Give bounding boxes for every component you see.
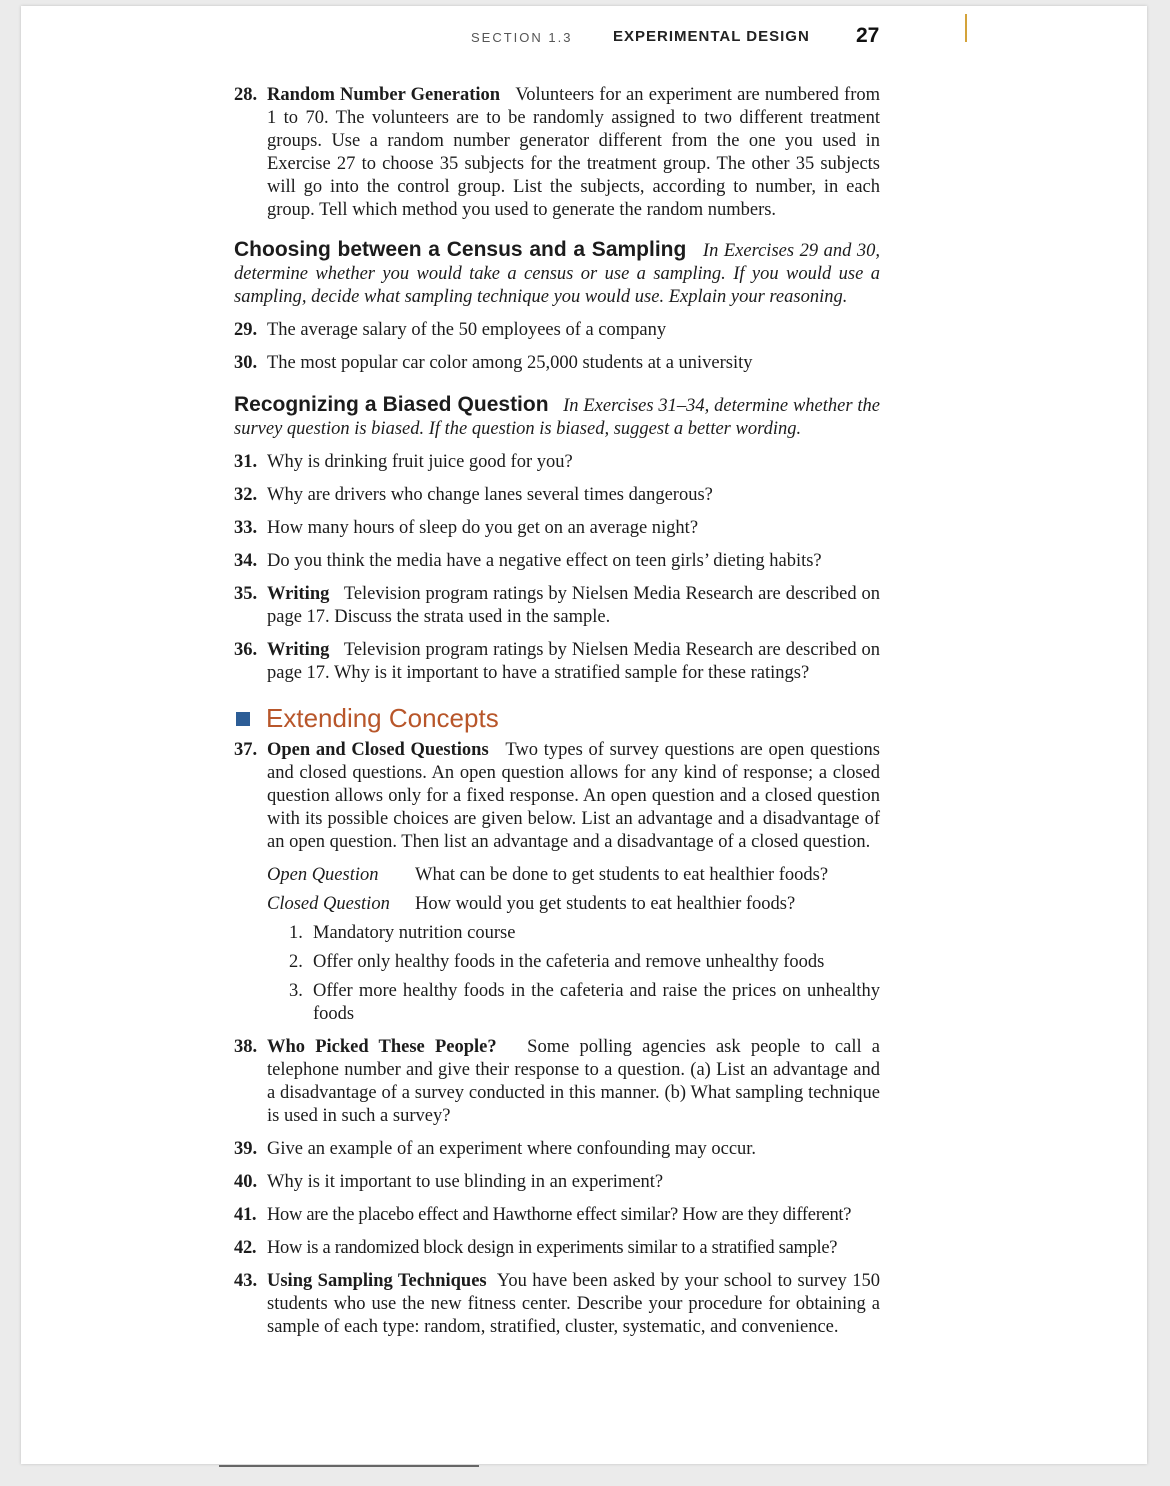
choice-text: Offer only healthy foods in the cafeteria and remove unhealthy foods — [313, 952, 825, 972]
open-question-label: Open Question — [267, 865, 379, 885]
extending-concepts-heading — [234, 703, 880, 733]
closed-question-text: How would you get students to eat healthier foods? — [415, 894, 796, 914]
exercise-number: 40. — [234, 1172, 258, 1192]
question-examples — [234, 864, 880, 916]
exercise-36 — [234, 639, 880, 685]
exercise-text: Volunteers for an experiment are numbered from 1 to 70. The volunteers are to be randomly assigned to two different treatment groups. Use a random number generator different from the one you used in Exercise 27 to choose 35 subjects for the treatment group. The other 35 subjects will go into the control group. List the subjects, according to number, in each group. Tell which method you used to generate the random numbers. — [267, 85, 880, 220]
exercise-32 — [234, 484, 880, 507]
exercise-text: Give an example of an experiment where confounding may occur. — [267, 1139, 757, 1159]
exercise-title: Using Sampling Techniques — [267, 1271, 487, 1291]
choice-text: Mandatory nutrition course — [313, 923, 516, 943]
header-title: EXPERIMENTAL DESIGN — [613, 28, 810, 45]
exercise-35 — [234, 583, 880, 629]
exercise-text: How is a randomized block design in experiments similar to a stratified sample? — [267, 1238, 838, 1258]
exercise-29 — [234, 319, 880, 342]
exercise-37 — [234, 739, 880, 854]
heading-square-icon — [236, 712, 250, 726]
page-content — [234, 84, 880, 1339]
exercise-text: Two types of survey questions are open questions and closed questions. An open question allows for any kind of response; a closed question allows only for a fixed response. An open question and a closed question with its possible choices are given below. List an advantage and a disadvantage of an open question. Then list an advantage and a disadvantage of a closed question. — [267, 740, 880, 852]
exercise-42 — [234, 1237, 880, 1260]
choice-item — [289, 980, 880, 1026]
exercise-number: 33. — [234, 518, 258, 538]
exercise-34 — [234, 550, 880, 573]
exercise-text: Some polling agencies ask people to call a telephone number and give their response to a question. (a) List an advantage and a disadvantage of a survey conducted in this manner. (b) What sampling technique is used in such a survey? — [267, 1037, 880, 1126]
exercise-text: Do you think the media have a negative effect on teen girls’ dieting habits? — [267, 551, 822, 571]
exercise-title: Writing — [267, 640, 330, 660]
exercise-title: Who Picked These People? — [267, 1037, 497, 1057]
exercise-30 — [234, 352, 880, 375]
exercise-text: Why are drivers who change lanes several times dangerous? — [267, 485, 713, 505]
header-section: SECTION 1.3 — [471, 30, 573, 45]
exercise-28 — [234, 84, 880, 222]
exercise-number: 35. — [234, 584, 258, 604]
closed-question-choices — [234, 922, 880, 1026]
exercise-33 — [234, 517, 880, 540]
exercise-title: Random Number Generation — [267, 85, 501, 105]
exercise-text: Television program ratings by Nielsen Media Research are described on page 17. Discuss the strata used in the sample. — [267, 584, 881, 627]
textbook-page — [21, 6, 1147, 1464]
exercise-text: The average salary of the 50 employees of a company — [267, 320, 667, 340]
choice-text: Offer more healthy foods in the cafeteria and raise the prices on unhealthy foods — [313, 981, 880, 1024]
exercise-text: You have been asked by your school to survey 150 students who use the new fitness center. Describe your procedure for obtaining a sample of each type: random, stratified, cluster, systematic, and convenience. — [267, 1271, 880, 1337]
exercise-31 — [234, 451, 880, 474]
exercise-title: Writing — [267, 584, 330, 604]
census-section-heading — [234, 238, 880, 309]
exercise-text: Why is it important to use blinding in an experiment? — [267, 1172, 664, 1192]
running-header — [21, 24, 1147, 48]
exercise-38 — [234, 1036, 880, 1128]
open-question-text: What can be done to get students to eat healthier foods? — [415, 865, 829, 885]
exercise-text: Television program ratings by Nielsen Media Research are described on page 17. Why is it important to have a stratified sample for these ratings? — [267, 640, 881, 683]
page-number: 27 — [856, 24, 880, 47]
section-title: Choosing between a Census and a Sampling — [234, 238, 687, 261]
exercise-text: Why is drinking fruit juice good for you? — [267, 452, 573, 472]
exercise-43 — [234, 1270, 880, 1339]
exercise-40 — [234, 1171, 880, 1194]
exercise-number: 38. — [234, 1037, 258, 1057]
exercise-number: 34. — [234, 551, 258, 571]
exercise-text: How are the placebo effect and Hawthorne effect similar? How are they different? — [267, 1205, 852, 1225]
exercise-number: 43. — [234, 1271, 258, 1291]
exercise-number: 30. — [234, 353, 258, 373]
exercise-title: Open and Closed Questions — [267, 740, 489, 760]
exercise-41 — [234, 1204, 880, 1227]
exercise-text: The most popular car color among 25,000 students at a university — [267, 353, 753, 373]
exercise-text: How many hours of sleep do you get on an average night? — [267, 518, 699, 538]
biased-section-heading — [234, 393, 880, 441]
choice-number: 1. — [289, 923, 303, 943]
exercise-39 — [234, 1138, 880, 1161]
section-instructions: In Exercises 31–34, determine whether the survey question is biased. If the question is biased, suggest a better wording. — [234, 396, 881, 439]
exercise-number: 28. — [234, 85, 258, 105]
choice-item — [289, 951, 880, 974]
closed-question-label: Closed Question — [267, 894, 390, 914]
choice-number: 2. — [289, 952, 303, 972]
extending-title: Extending Concepts — [266, 703, 499, 733]
exercise-number: 37. — [234, 740, 258, 760]
exercise-number: 36. — [234, 640, 258, 660]
open-question-row — [267, 864, 880, 887]
exercise-number: 31. — [234, 452, 258, 472]
choice-number: 3. — [289, 981, 303, 1001]
exercise-number: 41. — [234, 1205, 257, 1225]
choice-item — [289, 922, 880, 945]
section-instructions: In Exercises 29 and 30, determine whether you would take a census or use a sampling. If you would use a sampling, decide what sampling technique you would use. Explain your reasoning. — [234, 241, 881, 307]
closed-question-row — [267, 893, 880, 916]
page-bottom-line — [219, 1465, 479, 1467]
exercise-number: 39. — [234, 1139, 258, 1159]
exercise-number: 32. — [234, 485, 258, 505]
section-title: Recognizing a Biased Question — [234, 393, 549, 416]
exercise-number: 29. — [234, 320, 258, 340]
exercise-number: 42. — [234, 1238, 257, 1258]
